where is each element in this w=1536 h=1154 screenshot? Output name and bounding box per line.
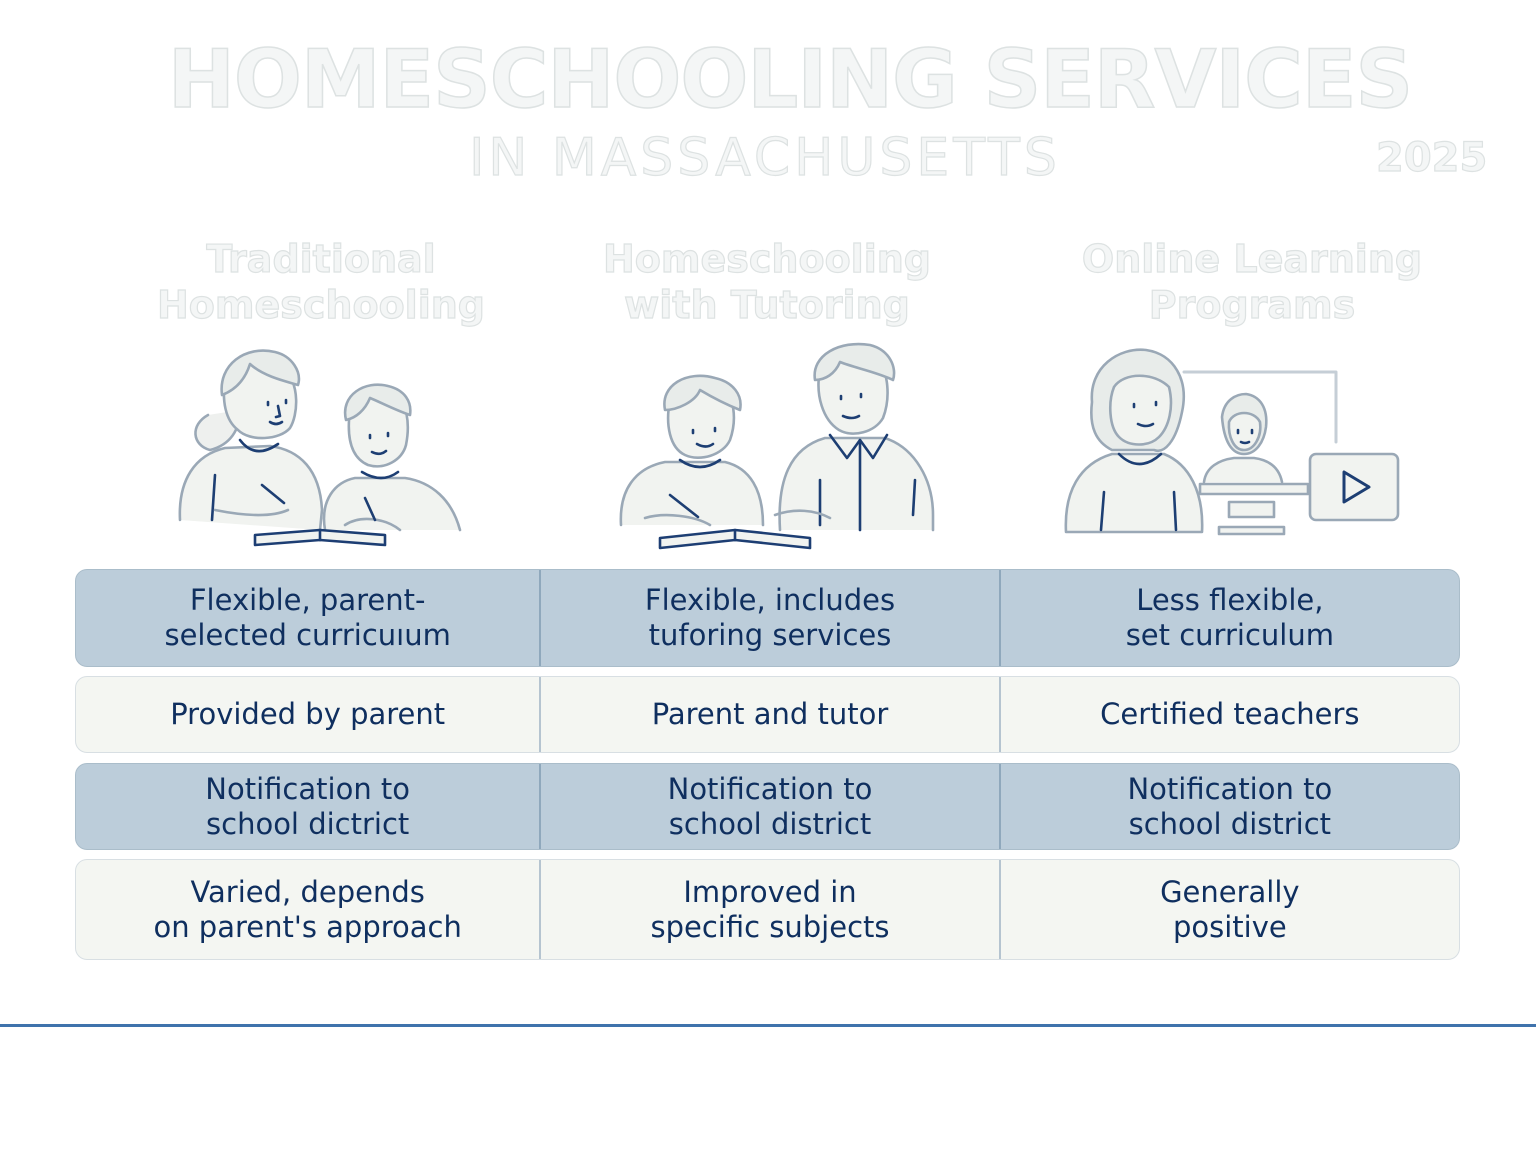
cell-line: Provided by parent — [170, 697, 446, 731]
table-row-instruction — [75, 676, 1460, 753]
table-cell — [999, 570, 1459, 666]
table-cell — [999, 860, 1459, 959]
cell-line: Flexible, includes — [644, 583, 896, 617]
cell-line: Parent and tutor — [651, 697, 889, 731]
cell-line: school district — [668, 806, 872, 841]
cell-line: Notification to — [205, 771, 411, 806]
table-cell — [539, 570, 998, 666]
cell-line: tuforing services — [648, 618, 892, 652]
table-cell — [76, 570, 539, 666]
cell-line: Improved in — [683, 874, 857, 909]
table-cell — [999, 764, 1459, 849]
table-row-curriculum — [75, 569, 1460, 667]
cell-line: Notification to — [1127, 771, 1333, 806]
table-cell — [999, 677, 1459, 752]
online-teacher-screen-icon — [1064, 342, 1404, 542]
column-heading-line1: Traditional — [206, 237, 436, 281]
table-cell — [76, 764, 539, 849]
cell-line: selected curricuıum — [164, 618, 451, 652]
column-heading-online — [1042, 236, 1462, 328]
parent-teaching-child-icon — [170, 340, 470, 555]
column-heading-line1: Online Learning — [1081, 237, 1423, 281]
cell-line: school dictrict — [206, 806, 410, 841]
cell-line: Notification to — [667, 771, 873, 806]
page-subtitle: IN MASSACHUSETTS — [469, 128, 1061, 188]
table-cell — [76, 860, 539, 959]
column-heading-traditional — [111, 236, 531, 328]
divider-line — [0, 1024, 1536, 1027]
table-cell — [539, 764, 998, 849]
table-cell — [76, 677, 539, 752]
table-row-requirements — [75, 763, 1460, 850]
page-title: HOMESCHOOLING SERVICES — [167, 33, 1413, 126]
column-heading-line2: Programs — [1148, 283, 1356, 327]
cell-line: on parent's approach — [153, 909, 462, 944]
table-row-outcomes — [75, 859, 1460, 960]
tutor-with-child-icon — [615, 340, 940, 555]
column-heading-line2: Homeschooling — [157, 283, 485, 327]
cell-line: school district — [1128, 806, 1332, 841]
cell-line: Less flexible, — [1136, 583, 1324, 617]
column-heading-line2: with Tutoring — [624, 283, 910, 327]
table-cell — [539, 860, 998, 959]
table-cell — [539, 677, 998, 752]
cell-line: Flexible, parent- — [189, 583, 426, 617]
column-heading-tutoring — [557, 236, 977, 328]
cell-line: Generally — [1160, 874, 1300, 909]
cell-line: Certified teachers — [1100, 697, 1360, 731]
cell-line: Varied, depends — [190, 874, 425, 909]
cell-line: set curriculum — [1125, 618, 1334, 652]
year-label: 2025 — [1376, 135, 1488, 181]
column-heading-line1: Homeschooling — [603, 237, 931, 281]
cell-line: specific subjects — [650, 909, 890, 944]
cell-line: positive — [1172, 909, 1287, 944]
